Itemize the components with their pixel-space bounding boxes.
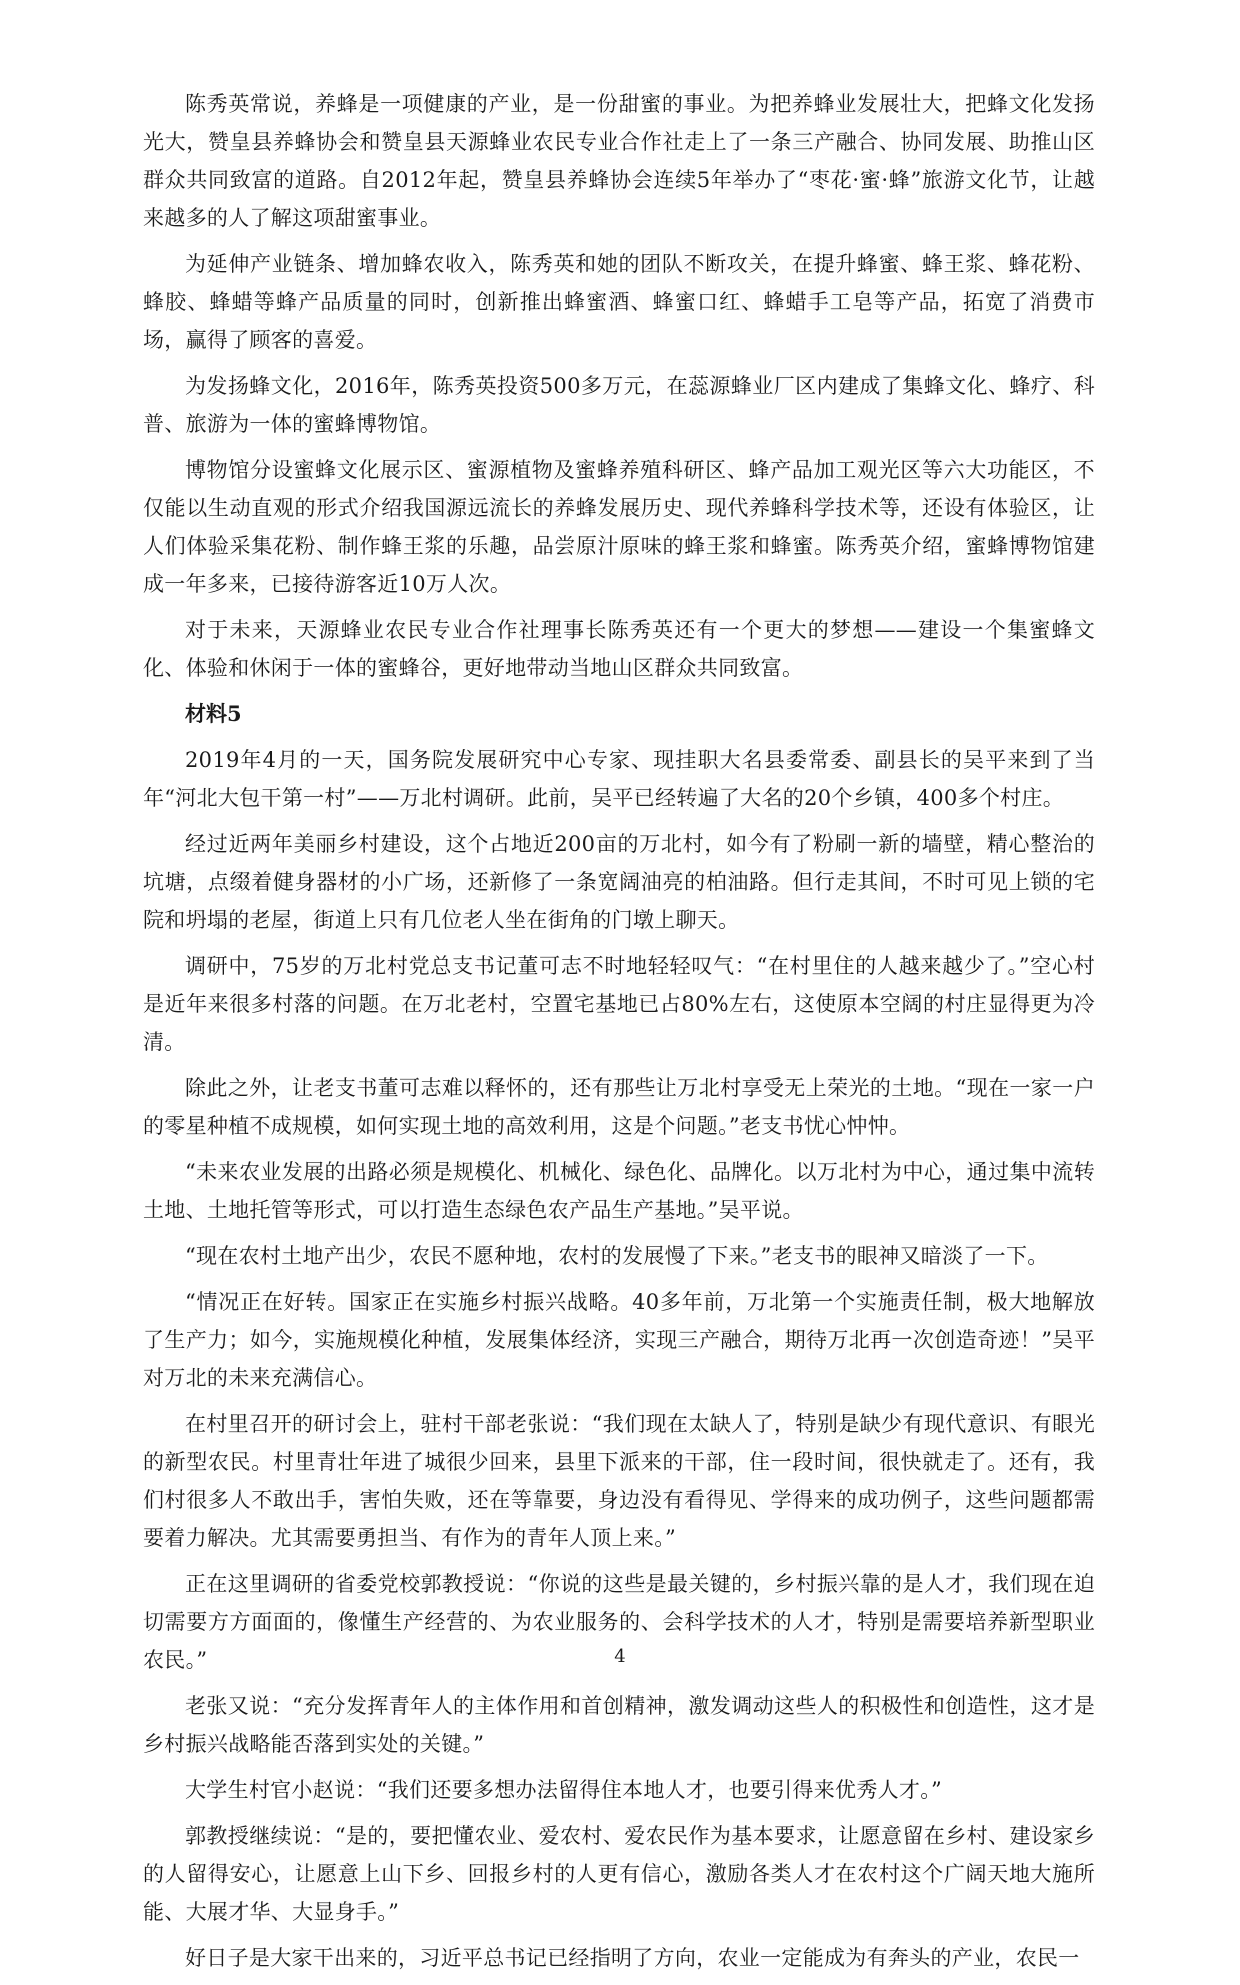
paragraph: “情况正在好转。国家正在实施乡村振兴战略。40多年前，万北第一个实施责任制，极大地解放了生产力；如今，实施规模化种植，发展集体经济，实现三产融合，期待万北再一次创造奇迹！”吴平对万北的未来充满信心。 [143,1290,1095,1390]
section-heading: 材料5 [185,701,242,726]
paragraph: 为发扬蜂文化，2016年，陈秀英投资500多万元，在蕊源蜂业厂区内建成了集蜂文化、蜂疗、科普、旅游为一体的蜜蜂博物馆。 [143,374,1095,436]
paragraph: 2019年4月的一天，国务院发展研究中心专家、现挂职大名县委常委、副县长的吴平来到了当年“河北大包干第一村”——万北村调研。此前，吴平已经转遍了大名的20个乡镇，400多个村庄。 [143,748,1095,810]
paragraph: 为延伸产业链条、增加蜂农收入，陈秀英和她的团队不断攻关，在提升蜂蜜、蜂王浆、蜂花粉、蜂胶、蜂蜡等蜂产品质量的同时，创新推出蜂蜜酒、蜂蜜口红、蜂蜡手工皂等产品，拓宽了消费市场，赢得了顾客的喜爱。 [143,252,1095,352]
document-body [143,85,1095,1985]
paragraph: 经过近两年美丽乡村建设，这个占地近200亩的万北村，如今有了粉刷一新的墙壁，精心整治的坑塘，点缀着健身器材的小广场，还新修了一条宽阔油亮的柏油路。但行走其间，不时可见上锁的宅院和坍塌的老屋，街道上只有几位老人坐在街角的门墩上聊天。 [143,832,1095,932]
paragraph: 对于未来，天源蜂业农民专业合作社理事长陈秀英还有一个更大的梦想——建设一个集蜜蜂文化、体验和休闲于一体的蜜蜂谷，更好地带动当地山区群众共同致富。 [143,618,1095,680]
paragraph: 郭教授继续说：“是的，要把懂农业、爱农村、爱农民作为基本要求，让愿意留在乡村、建设家乡的人留得安心，让愿意上山下乡、回报乡村的人更有信心，激励各类人才在农村这个广阔天地大施所能、大展才华、大显身手。” [143,1824,1095,1924]
paragraph: 调研中，75岁的万北村党总支书记董可志不时地轻轻叹气：“在村里住的人越来越少了。”空心村是近年来很多村落的问题。在万北老村，空置宅基地已占80%左右，这使原本空阔的村庄显得更为冷清。 [143,954,1095,1054]
paragraph: 博物馆分设蜜蜂文化展示区、蜜源植物及蜜蜂养殖科研区、蜂产品加工观光区等六大功能区，不仅能以生动直观的形式介绍我国源远流长的养蜂发展历史、现代养蜂科学技术等，还设有体验区，让人们体验采集花粉、制作蜂王浆的乐趣，品尝原汁原味的蜂王浆和蜂蜜。陈秀英介绍，蜜蜂博物馆建成一年多来，已接待游客近10万人次。 [143,458,1095,596]
paragraph: “现在农村土地产出少，农民不愿种地，农村的发展慢了下来。”老支书的眼神又暗淡了一下。 [185,1244,1049,1268]
paragraph: 除此之外，让老支书董可志难以释怀的，还有那些让万北村享受无上荣光的土地。“现在一家一户的零星种植不成规模，如何实现土地的高效利用，这是个问题。”老支书忧心忡忡。 [143,1076,1095,1138]
paragraph: 在村里召开的研讨会上，驻村干部老张说：“我们现在太缺人了，特别是缺少有现代意识、有眼光的新型农民。村里青壮年进了城很少回来，县里下派来的干部，住一段时间，很快就走了。还有，我们村很多人不敢出手，害怕失败，还在等靠要，身边没有看得见、学得来的成功例子，这些问题都需要着力解决。尤其需要勇担当、有作为的青年人顶上来。” [143,1412,1095,1550]
paragraph: 陈秀英常说，养蜂是一项健康的产业，是一份甜蜜的事业。为把养蜂业发展壮大，把蜂文化发扬光大，赞皇县养蜂协会和赞皇县天源蜂业农民专业合作社走上了一条三产融合、协同发展、助推山区群众共同致富的道路。自2012年起，赞皇县养蜂协会连续5年举办了“枣花·蜜·蜂”旅游文化节，让越来越多的人了解这项甜蜜事业。 [143,92,1095,230]
paragraph: 老张又说：“充分发挥青年人的主体作用和首创精神，激发调动这些人的积极性和创造性，这才是乡村振兴战略能否落到实处的关键。” [143,1694,1095,1756]
paragraph: 正在这里调研的省委党校郭教授说：“你说的这些是最关键的，乡村振兴靠的是人才，我们现在迫切需要方方面面的，像懂生产经营的、为农业服务的、会科学技术的人才，特别是需要培养新型职业农民。” [143,1572,1095,1672]
paragraph: 好日子是大家干出来的，习近平总书记已经指明了方向，农业一定能成为有奔头的产业，农民一 [185,1946,1080,1970]
paragraph: “未来农业发展的出路必须是规模化、机械化、绿色化、品牌化。以万北村为中心，通过集中流转土地、土地托管等形式，可以打造生态绿色农产品生产基地。”吴平说。 [143,1160,1095,1222]
paragraph: 大学生村官小赵说：“我们还要多想办法留得住本地人才，也要引得来优秀人才。” [185,1778,943,1802]
page-number: 4 [614,1646,626,1667]
